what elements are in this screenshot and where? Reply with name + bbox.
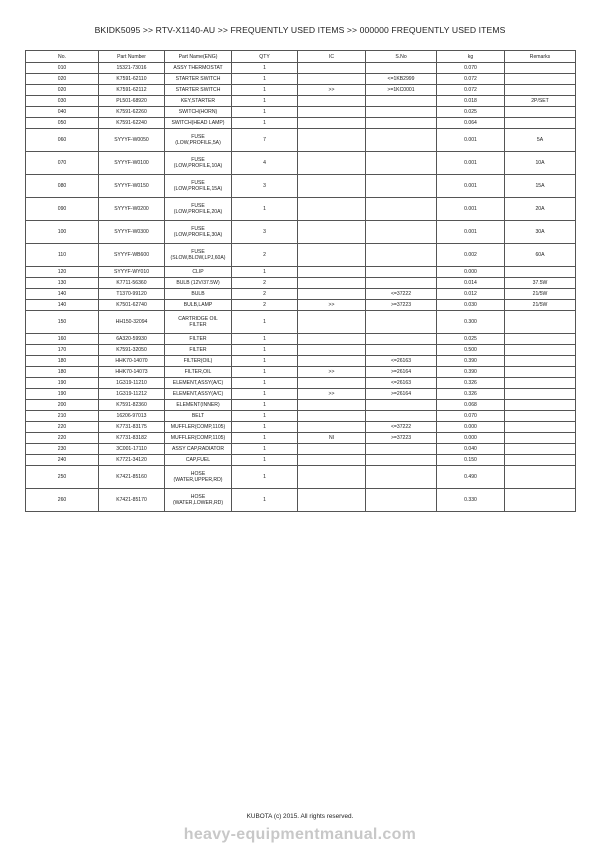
- cell-part-name: HOSE (WATER,UPPER,RD): [165, 466, 232, 489]
- table-row: [26, 455, 576, 466]
- cell-part-name: ELEMENT,ASSY(A/C): [165, 389, 232, 400]
- cell-serial-no: [366, 444, 437, 455]
- cell-kg: 0.072: [437, 74, 505, 85]
- cell-part-number: HHK70-14070: [99, 356, 165, 367]
- cell-part-name: SWITCH(HEAD LAMP): [165, 118, 232, 129]
- cell-part-name: FUSE (LOW,PROFILE,15A): [165, 175, 232, 198]
- cell-serial-no: [366, 334, 437, 345]
- cell-qty: 2: [232, 244, 298, 267]
- table-row: [26, 311, 576, 334]
- table-row: [26, 74, 576, 85]
- cell-kg: 0.001: [437, 198, 505, 221]
- table-row: [26, 334, 576, 345]
- cell-part-number: SYYYF-W0200: [99, 198, 165, 221]
- cell-qty: 1: [232, 389, 298, 400]
- cell-serial-no: [366, 107, 437, 118]
- cell-ic: [298, 96, 366, 107]
- cell-part-number: K7501-62740: [99, 300, 165, 311]
- cell-ic: >>: [298, 389, 366, 400]
- cell-qty: 1: [232, 367, 298, 378]
- watermark-text: heavy-equipmentmanual.com: [183, 826, 417, 843]
- cell-remarks: [505, 489, 576, 512]
- cell-kg: 0.040: [437, 444, 505, 455]
- cell-serial-no: [366, 118, 437, 129]
- table-row: [26, 422, 576, 433]
- cell-part-number: 1G319-11212: [99, 389, 165, 400]
- cell-qty: 1: [232, 356, 298, 367]
- cell-qty: 1: [232, 433, 298, 444]
- cell-kg: 0.000: [437, 267, 505, 278]
- cell-kg: 0.390: [437, 356, 505, 367]
- cell-ic: [298, 221, 366, 244]
- cell-kg: 0.025: [437, 107, 505, 118]
- cell-no: 180: [26, 356, 99, 367]
- cell-part-number: HHK70-14073: [99, 367, 165, 378]
- cell-ic: [298, 378, 366, 389]
- cell-serial-no: [366, 267, 437, 278]
- parts-table-body: [26, 63, 576, 512]
- cell-remarks: [505, 367, 576, 378]
- cell-remarks: [505, 378, 576, 389]
- cell-no: 240: [26, 455, 99, 466]
- cell-qty: 7: [232, 129, 298, 152]
- cell-no: 260: [26, 489, 99, 512]
- cell-part-name: CARTRIDGE OIL FILTER: [165, 311, 232, 334]
- cell-qty: 3: [232, 221, 298, 244]
- cell-ic: [298, 118, 366, 129]
- cell-ic: [298, 289, 366, 300]
- cell-qty: 1: [232, 489, 298, 512]
- cell-part-number: HH150-32094: [99, 311, 165, 334]
- table-row: [26, 107, 576, 118]
- cell-remarks: [505, 389, 576, 400]
- cell-serial-no: [366, 345, 437, 356]
- cell-part-name: CAP,FUEL: [165, 455, 232, 466]
- cell-part-number: SYYYF-W0100: [99, 152, 165, 175]
- cell-ic: [298, 311, 366, 334]
- cell-part-number: K7421-85170: [99, 489, 165, 512]
- cell-part-name: CLIP: [165, 267, 232, 278]
- cell-no: 250: [26, 466, 99, 489]
- cell-qty: 1: [232, 444, 298, 455]
- table-row: [26, 400, 576, 411]
- table-row: [26, 444, 576, 455]
- cell-part-number: K7711-56360: [99, 278, 165, 289]
- cell-part-number: K7421-85160: [99, 466, 165, 489]
- cell-qty: 3: [232, 175, 298, 198]
- cell-serial-no: [366, 400, 437, 411]
- column-header-remarks: Remarks: [505, 51, 576, 63]
- cell-no: 190: [26, 378, 99, 389]
- cell-no: 140: [26, 289, 99, 300]
- cell-qty: 1: [232, 345, 298, 356]
- column-header-part-name: Part Name(ENG): [165, 51, 232, 63]
- cell-serial-no: [366, 411, 437, 422]
- cell-qty: 1: [232, 455, 298, 466]
- cell-kg: 0.500: [437, 345, 505, 356]
- cell-no: 180: [26, 367, 99, 378]
- cell-ic: [298, 400, 366, 411]
- cell-kg: 0.490: [437, 466, 505, 489]
- cell-remarks: [505, 311, 576, 334]
- cell-part-number: SYYYF-W0150: [99, 175, 165, 198]
- cell-remarks: [505, 334, 576, 345]
- cell-serial-no: [366, 221, 437, 244]
- cell-kg: 0.030: [437, 300, 505, 311]
- cell-remarks: [505, 345, 576, 356]
- cell-part-name: FILTER: [165, 334, 232, 345]
- cell-ic: [298, 411, 366, 422]
- cell-serial-no: [366, 63, 437, 74]
- table-row: [26, 289, 576, 300]
- cell-part-name: FUSE (LOW,PROFILE,10A): [165, 152, 232, 175]
- cell-no: 080: [26, 175, 99, 198]
- cell-ic: >>: [298, 367, 366, 378]
- cell-remarks: [505, 466, 576, 489]
- cell-no: 030: [26, 96, 99, 107]
- cell-ic: [298, 129, 366, 152]
- cell-remarks: 15A: [505, 175, 576, 198]
- cell-kg: 0.012: [437, 289, 505, 300]
- cell-kg: 0.001: [437, 221, 505, 244]
- cell-serial-no: [366, 198, 437, 221]
- cell-ic: [298, 175, 366, 198]
- table-header-row: [26, 51, 576, 63]
- cell-serial-no: [366, 278, 437, 289]
- cell-serial-no: [366, 244, 437, 267]
- cell-part-name: SWITCH(HORN): [165, 107, 232, 118]
- cell-qty: 1: [232, 422, 298, 433]
- cell-part-number: T1370-99120: [99, 289, 165, 300]
- cell-serial-no: [366, 96, 437, 107]
- cell-ic: [298, 278, 366, 289]
- cell-no: 160: [26, 334, 99, 345]
- cell-qty: 1: [232, 378, 298, 389]
- cell-part-name: FUSE (SLOW,BLOW,LPJ,60A): [165, 244, 232, 267]
- cell-part-name: KEY,STARTER: [165, 96, 232, 107]
- cell-qty: 2: [232, 278, 298, 289]
- cell-serial-no: [366, 152, 437, 175]
- cell-serial-no: <=26163: [366, 378, 437, 389]
- table-row: [26, 85, 576, 96]
- cell-part-name: ASSY CAP,RADIATOR: [165, 444, 232, 455]
- cell-qty: 1: [232, 311, 298, 334]
- cell-part-number: SYYYF-WB600: [99, 244, 165, 267]
- cell-ic: [298, 345, 366, 356]
- table-row: [26, 63, 576, 74]
- cell-part-number: 1G319-11210: [99, 378, 165, 389]
- cell-serial-no: <=37222: [366, 289, 437, 300]
- cell-remarks: 60A: [505, 244, 576, 267]
- cell-kg: 0.330: [437, 489, 505, 512]
- column-header-no: No.: [26, 51, 99, 63]
- cell-serial-no: >=37223: [366, 433, 437, 444]
- cell-part-number: 3C001-17110: [99, 444, 165, 455]
- cell-part-number: SYYYF-W0300: [99, 221, 165, 244]
- cell-part-name: BULB (12V/37.5W): [165, 278, 232, 289]
- cell-qty: 1: [232, 466, 298, 489]
- cell-no: 120: [26, 267, 99, 278]
- cell-serial-no: <=1KB2999: [366, 74, 437, 85]
- cell-kg: 0.000: [437, 422, 505, 433]
- cell-ic: [298, 63, 366, 74]
- table-row: [26, 389, 576, 400]
- cell-no: 050: [26, 118, 99, 129]
- cell-qty: 1: [232, 107, 298, 118]
- cell-kg: 0.001: [437, 152, 505, 175]
- table-row: [26, 433, 576, 444]
- cell-kg: 0.072: [437, 85, 505, 96]
- cell-remarks: 21/5W: [505, 289, 576, 300]
- table-row: [26, 367, 576, 378]
- cell-remarks: [505, 444, 576, 455]
- table-row: [26, 96, 576, 107]
- cell-no: 220: [26, 433, 99, 444]
- cell-part-name: ASSY THERMOSTAT: [165, 63, 232, 74]
- table-row: [26, 267, 576, 278]
- cell-no: 230: [26, 444, 99, 455]
- cell-kg: 0.300: [437, 311, 505, 334]
- cell-part-number: 15321-73016: [99, 63, 165, 74]
- cell-part-name: FILTER(OIL): [165, 356, 232, 367]
- cell-kg: 0.014: [437, 278, 505, 289]
- cell-qty: 2: [232, 289, 298, 300]
- cell-part-number: K7721-34120: [99, 455, 165, 466]
- cell-part-name: FUSE (LOW,PROFILE,20A): [165, 198, 232, 221]
- cell-remarks: 30A: [505, 221, 576, 244]
- cell-no: 170: [26, 345, 99, 356]
- cell-part-name: FUSE (LOW,PROFILE,5A): [165, 129, 232, 152]
- cell-ic: [298, 489, 366, 512]
- cell-part-name: BULB,LAMP: [165, 300, 232, 311]
- cell-part-name: FILTER,OIL: [165, 367, 232, 378]
- table-row: [26, 221, 576, 244]
- cell-ic: [298, 267, 366, 278]
- cell-qty: 1: [232, 63, 298, 74]
- cell-kg: 0.064: [437, 118, 505, 129]
- cell-remarks: 21/5W: [505, 300, 576, 311]
- cell-kg: 0.001: [437, 175, 505, 198]
- cell-no: 220: [26, 422, 99, 433]
- cell-no: 090: [26, 198, 99, 221]
- cell-part-number: 6A320-59930: [99, 334, 165, 345]
- cell-kg: 0.070: [437, 63, 505, 74]
- table-row: [26, 378, 576, 389]
- cell-ic: [298, 455, 366, 466]
- cell-remarks: [505, 85, 576, 96]
- cell-part-number: PL501-68920: [99, 96, 165, 107]
- cell-part-number: K7591-62112: [99, 85, 165, 96]
- table-row: [26, 198, 576, 221]
- cell-qty: 4: [232, 152, 298, 175]
- table-row: [26, 278, 576, 289]
- cell-part-number: K7591-62240: [99, 118, 165, 129]
- cell-part-number: K7591-82360: [99, 400, 165, 411]
- cell-remarks: [505, 107, 576, 118]
- cell-ic: [298, 244, 366, 267]
- page-title: BKIDK5095 >> RTV-X1140-AU >> FREQUENTLY USED ITEMS >> 000000 FREQUENTLY USED ITEMS: [94, 25, 506, 35]
- cell-ic: [298, 198, 366, 221]
- cell-no: 210: [26, 411, 99, 422]
- cell-no: 110: [26, 244, 99, 267]
- parts-table: [25, 50, 576, 512]
- cell-no: 020: [26, 74, 99, 85]
- cell-no: 060: [26, 129, 99, 152]
- cell-remarks: 37.5W: [505, 278, 576, 289]
- cell-kg: 0.018: [437, 96, 505, 107]
- table-row: [26, 466, 576, 489]
- table-row: [26, 118, 576, 129]
- cell-kg: 0.150: [437, 455, 505, 466]
- cell-kg: 0.000: [437, 433, 505, 444]
- cell-part-name: MUFFLER(COMP,1105): [165, 433, 232, 444]
- cell-serial-no: [366, 466, 437, 489]
- cell-qty: 1: [232, 198, 298, 221]
- cell-no: 140: [26, 300, 99, 311]
- column-header-ic: IC: [298, 51, 366, 63]
- column-header-kg: kg: [437, 51, 505, 63]
- cell-remarks: [505, 74, 576, 85]
- cell-serial-no: >=26164: [366, 389, 437, 400]
- cell-part-number: K7591-32050: [99, 345, 165, 356]
- table-row: [26, 175, 576, 198]
- column-header-qty: QTY: [232, 51, 298, 63]
- cell-kg: 0.068: [437, 400, 505, 411]
- cell-part-name: ELEMENT,ASSY(A/C): [165, 378, 232, 389]
- cell-no: 130: [26, 278, 99, 289]
- cell-ic: [298, 74, 366, 85]
- cell-qty: 2: [232, 300, 298, 311]
- copyright-footer: KUBOTA (c) 2015. All rights reserved.: [246, 813, 354, 820]
- cell-ic: [298, 356, 366, 367]
- cell-no: 100: [26, 221, 99, 244]
- column-header-serial-no: S.No: [366, 51, 437, 63]
- cell-serial-no: >=26164: [366, 367, 437, 378]
- cell-remarks: [505, 433, 576, 444]
- cell-part-number: K7731-83175: [99, 422, 165, 433]
- cell-kg: 0.326: [437, 378, 505, 389]
- cell-ic: [298, 152, 366, 175]
- cell-serial-no: <=26163: [366, 356, 437, 367]
- cell-no: 070: [26, 152, 99, 175]
- cell-remarks: [505, 400, 576, 411]
- cell-serial-no: [366, 175, 437, 198]
- cell-ic: >>: [298, 85, 366, 96]
- cell-remarks: 20A: [505, 198, 576, 221]
- cell-serial-no: [366, 455, 437, 466]
- cell-ic: [298, 444, 366, 455]
- cell-part-number: K7591-62110: [99, 74, 165, 85]
- table-row: [26, 244, 576, 267]
- cell-serial-no: [366, 311, 437, 334]
- cell-remarks: [505, 455, 576, 466]
- cell-part-name: ELEMENT(INNER): [165, 400, 232, 411]
- table-row: [26, 300, 576, 311]
- cell-serial-no: <=37222: [366, 422, 437, 433]
- cell-qty: 1: [232, 400, 298, 411]
- cell-no: 020: [26, 85, 99, 96]
- cell-part-number: K7591-62260: [99, 107, 165, 118]
- table-row: [26, 345, 576, 356]
- cell-part-name: BELT: [165, 411, 232, 422]
- cell-remarks: 10A: [505, 152, 576, 175]
- table-row: [26, 489, 576, 512]
- cell-part-name: HOSE (WATER,LOWER,RD): [165, 489, 232, 512]
- cell-remarks: [505, 411, 576, 422]
- cell-kg: 0.390: [437, 367, 505, 378]
- cell-qty: 1: [232, 118, 298, 129]
- cell-remarks: [505, 118, 576, 129]
- cell-part-number: SYYYF-WY010: [99, 267, 165, 278]
- cell-part-name: STARTER SWITCH: [165, 85, 232, 96]
- cell-remarks: [505, 422, 576, 433]
- cell-qty: 1: [232, 334, 298, 345]
- cell-part-name: FILTER: [165, 345, 232, 356]
- cell-part-name: STARTER SWITCH: [165, 74, 232, 85]
- cell-kg: 0.326: [437, 389, 505, 400]
- table-row: [26, 129, 576, 152]
- cell-serial-no: [366, 129, 437, 152]
- cell-serial-no: >=37223: [366, 300, 437, 311]
- cell-qty: 1: [232, 74, 298, 85]
- cell-part-name: BULB: [165, 289, 232, 300]
- cell-remarks: [505, 267, 576, 278]
- cell-ic: NI: [298, 433, 366, 444]
- cell-remarks: [505, 356, 576, 367]
- cell-no: 040: [26, 107, 99, 118]
- cell-kg: 0.070: [437, 411, 505, 422]
- cell-no: 190: [26, 389, 99, 400]
- cell-remarks: 5A: [505, 129, 576, 152]
- cell-ic: [298, 466, 366, 489]
- cell-no: 200: [26, 400, 99, 411]
- table-row: [26, 411, 576, 422]
- cell-qty: 1: [232, 267, 298, 278]
- table-row: [26, 356, 576, 367]
- cell-qty: 1: [232, 85, 298, 96]
- cell-serial-no: >=1KC0001: [366, 85, 437, 96]
- cell-kg: 0.025: [437, 334, 505, 345]
- cell-remarks: [505, 63, 576, 74]
- cell-ic: [298, 422, 366, 433]
- cell-kg: 0.002: [437, 244, 505, 267]
- cell-part-name: MUFFLER(COMP,1105): [165, 422, 232, 433]
- cell-ic: >>: [298, 300, 366, 311]
- cell-serial-no: [366, 489, 437, 512]
- cell-no: 150: [26, 311, 99, 334]
- cell-part-number: 16206-97013: [99, 411, 165, 422]
- cell-qty: 1: [232, 411, 298, 422]
- cell-part-number: SYYYF-W0050: [99, 129, 165, 152]
- cell-no: 010: [26, 63, 99, 74]
- cell-kg: 0.001: [437, 129, 505, 152]
- cell-ic: [298, 334, 366, 345]
- cell-remarks: 2P/SET: [505, 96, 576, 107]
- cell-part-number: K7731-83182: [99, 433, 165, 444]
- table-row: [26, 152, 576, 175]
- column-header-part-number: Part Number: [99, 51, 165, 63]
- cell-qty: 1: [232, 96, 298, 107]
- cell-ic: [298, 107, 366, 118]
- cell-part-name: FUSE (LOW,PROFILE,30A): [165, 221, 232, 244]
